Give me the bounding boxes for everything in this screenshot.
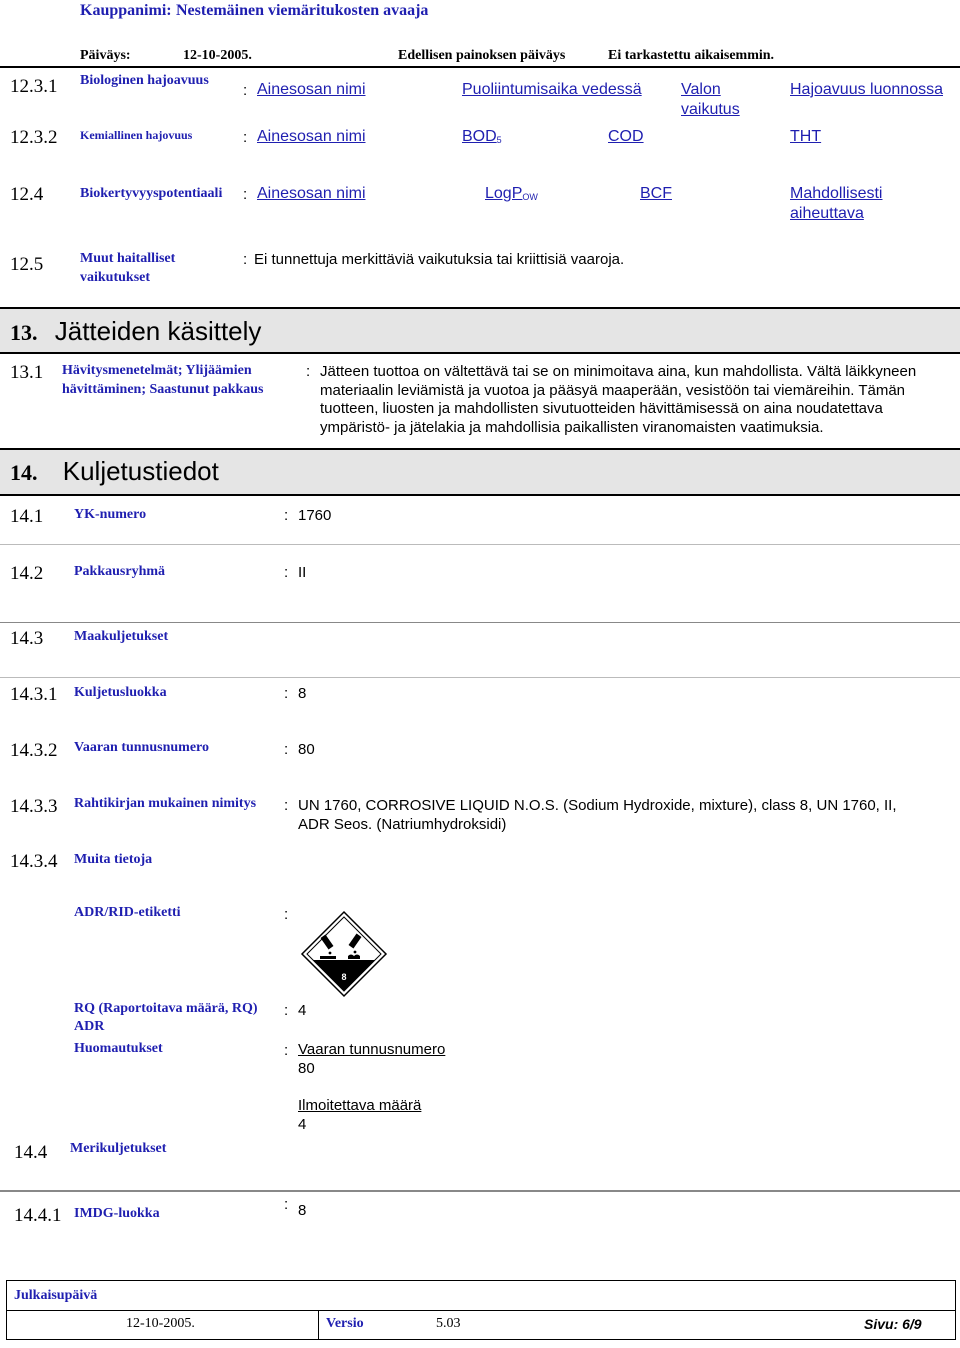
- publication-date-label: Julkaisupäivä: [14, 1288, 98, 1303]
- section-number: 14.3.1: [10, 684, 58, 705]
- version-label: Versio: [326, 1316, 364, 1331]
- row-label: Pakkausryhmä: [74, 564, 166, 579]
- colon: :: [284, 564, 289, 581]
- header-divider: [0, 66, 960, 68]
- column-header-potential-b: aiheuttava: [790, 205, 864, 222]
- section-number: 14.3.3: [10, 796, 58, 817]
- disposal-line-3: tuotteen, liuosten ja mahdollisten sivutuotteiden hävittämisessä on aina noudatettava: [320, 400, 883, 417]
- section-number: 14.3: [10, 628, 44, 649]
- section-14-name: Kuljetustiedot: [62, 456, 219, 486]
- row-label: Muita tietoja: [74, 852, 153, 867]
- column-header-cod: COD: [608, 128, 644, 145]
- section-number: 14.1: [10, 506, 44, 527]
- row-label: Vaaran tunnusnumero: [74, 740, 209, 755]
- section-number: 13.1: [10, 362, 44, 383]
- colon: :: [284, 1042, 289, 1059]
- footer-cell-divider: [318, 1310, 319, 1340]
- adr-label-title: ADR/RID-etiketti: [74, 905, 181, 920]
- column-header-ingredient: Ainesosan nimi: [257, 128, 366, 145]
- notes-hazard-id-value: 80: [298, 1060, 315, 1077]
- section-number: 14.3.2: [10, 740, 58, 761]
- rq-label-a: RQ (Raportoitava määrä, RQ): [74, 1001, 258, 1016]
- column-header-bcf: BCF: [640, 185, 672, 202]
- section-number: 12.4: [10, 184, 44, 205]
- row-label-a: Hävitysmenetelmät; Ylijäämien: [62, 363, 252, 378]
- row-label: Biologinen hajoavuus: [80, 73, 209, 88]
- row-label: Kuljetusluokka: [74, 685, 167, 700]
- column-header-bod: [462, 128, 502, 146]
- product-label: Kauppanimi:: [80, 2, 172, 19]
- disposal-line-4: ympäristö- ja jätelakia ja mahdollisia paikallisten viranomaisten vaatimuksia.: [320, 419, 824, 436]
- colon: :: [284, 797, 289, 814]
- colon: :: [284, 685, 289, 702]
- row-label-b: hävittäminen; Saastunut pakkaus: [62, 382, 264, 397]
- disposal-line-1: Jätteen tuottoa on vältettävä tai se on minimoitava aina, kun mahdollista. Vältä läikkyneen: [320, 363, 917, 380]
- hazard-id-number: 80: [298, 741, 315, 758]
- section-number: 14.4.1: [14, 1205, 62, 1226]
- disposal-line-2: materiaalin leviämistä ja vuotoa ja pääsyä maaperään, vesistöön tai viemäreihin. Tämän: [320, 382, 906, 399]
- section-14-title: [10, 456, 219, 487]
- colon: :: [243, 82, 248, 99]
- prev-print-value: Ei tarkastettu aikaisemmin.: [608, 48, 775, 63]
- divider: [0, 677, 960, 678]
- section-13-name: Jätteiden käsittely: [54, 316, 262, 346]
- section-13-title: [10, 316, 261, 347]
- section-number: 12.5: [10, 254, 44, 275]
- logp-text: LogP: [485, 185, 523, 202]
- section-number: 14.2: [10, 563, 44, 584]
- date-value: 12-10-2005.: [183, 48, 252, 63]
- version-value: 5.03: [436, 1316, 461, 1331]
- logp-subscript: OW: [522, 192, 538, 202]
- product-name: Nestemäinen viemäritukosten avaaja: [176, 2, 429, 19]
- colon: :: [284, 1002, 289, 1019]
- row-label-a: Muut haitalliset: [80, 251, 176, 266]
- imdg-class: 8: [298, 1202, 307, 1219]
- row-label: YK-numero: [74, 507, 147, 522]
- section-number: 12.3.2: [10, 127, 58, 148]
- column-header-light-b: vaikutus: [681, 101, 740, 118]
- row-label-b: vaikutukset: [80, 270, 151, 285]
- column-header-ingredient: Ainesosan nimi: [257, 185, 366, 202]
- un-number: 1760: [298, 507, 332, 524]
- colon: :: [284, 906, 289, 923]
- row-label: Merikuljetukset: [70, 1141, 167, 1156]
- divider: [0, 622, 960, 623]
- rq-label-b: ADR: [74, 1019, 105, 1034]
- section-number: 14.3.4: [10, 851, 58, 872]
- date-label: Päiväys:: [80, 48, 131, 63]
- column-header-potential-a: Mahdollisesti: [790, 185, 883, 202]
- divider: [0, 544, 960, 545]
- row-label: Maakuljetukset: [74, 629, 169, 644]
- notes-heading-reportable-quantity: Ilmoitettava määrä: [298, 1097, 422, 1114]
- bod-text: BOD: [462, 128, 497, 145]
- bod-subscript: 5: [496, 135, 502, 145]
- column-header-degradability: Hajoavuus luonnossa: [790, 81, 943, 98]
- hazard-class-digit: 8: [341, 972, 347, 982]
- colon: :: [243, 251, 248, 268]
- row-label: Biokertyvyyspotentiaali: [80, 186, 223, 201]
- colon: :: [243, 129, 248, 146]
- colon: :: [284, 507, 289, 524]
- footer-divider: [6, 1310, 956, 1311]
- other-effects-text: Ei tunnettuja merkittäviä vaikutuksia tai kriittisiä vaaroja.: [254, 251, 625, 268]
- shipping-name-line-2: ADR Seos. (Natriumhydroksidi): [298, 816, 507, 833]
- section-number: 14.4: [14, 1142, 48, 1163]
- notes-reportable-quantity-value: 4: [298, 1116, 307, 1133]
- page-indicator: Sivu: 6/9: [864, 1316, 922, 1332]
- column-header-tht: THT: [790, 128, 822, 145]
- corrosive-hazard-label-icon: [300, 910, 388, 998]
- divider: [0, 1190, 960, 1192]
- colon: :: [243, 186, 248, 203]
- section-13-number: 13.: [10, 320, 38, 345]
- section-number: 12.3.1: [10, 76, 58, 97]
- publication-date: 12-10-2005.: [126, 1316, 195, 1331]
- packing-group: II: [298, 564, 307, 581]
- colon: :: [284, 741, 289, 758]
- section-14-number: 14.: [10, 460, 38, 485]
- column-header-logpow: [485, 185, 538, 203]
- transport-class: 8: [298, 685, 307, 702]
- colon: :: [306, 363, 311, 380]
- rq-value: 4: [298, 1002, 307, 1019]
- column-header-light-a: Valon: [681, 81, 721, 98]
- row-label: Rahtikirjan mukainen nimitys: [74, 796, 257, 811]
- shipping-name-line-1: UN 1760, CORROSIVE LIQUID N.O.S. (Sodium Hydroxide, mixture), class 8, UN 1760, II,: [298, 797, 897, 814]
- column-header-half-life: Puoliintumisaika vedessä: [462, 81, 642, 98]
- notes-heading-hazard-id: Vaaran tunnusnumero: [298, 1041, 446, 1058]
- row-label: Kemiallinen hajovuus: [80, 128, 193, 142]
- colon: :: [284, 1196, 289, 1213]
- notes-label: Huomautukset: [74, 1041, 163, 1056]
- row-label: IMDG-luokka: [74, 1206, 160, 1221]
- column-header-ingredient: Ainesosan nimi: [257, 81, 366, 98]
- prev-print-label: Edellisen painoksen päiväys: [398, 48, 566, 63]
